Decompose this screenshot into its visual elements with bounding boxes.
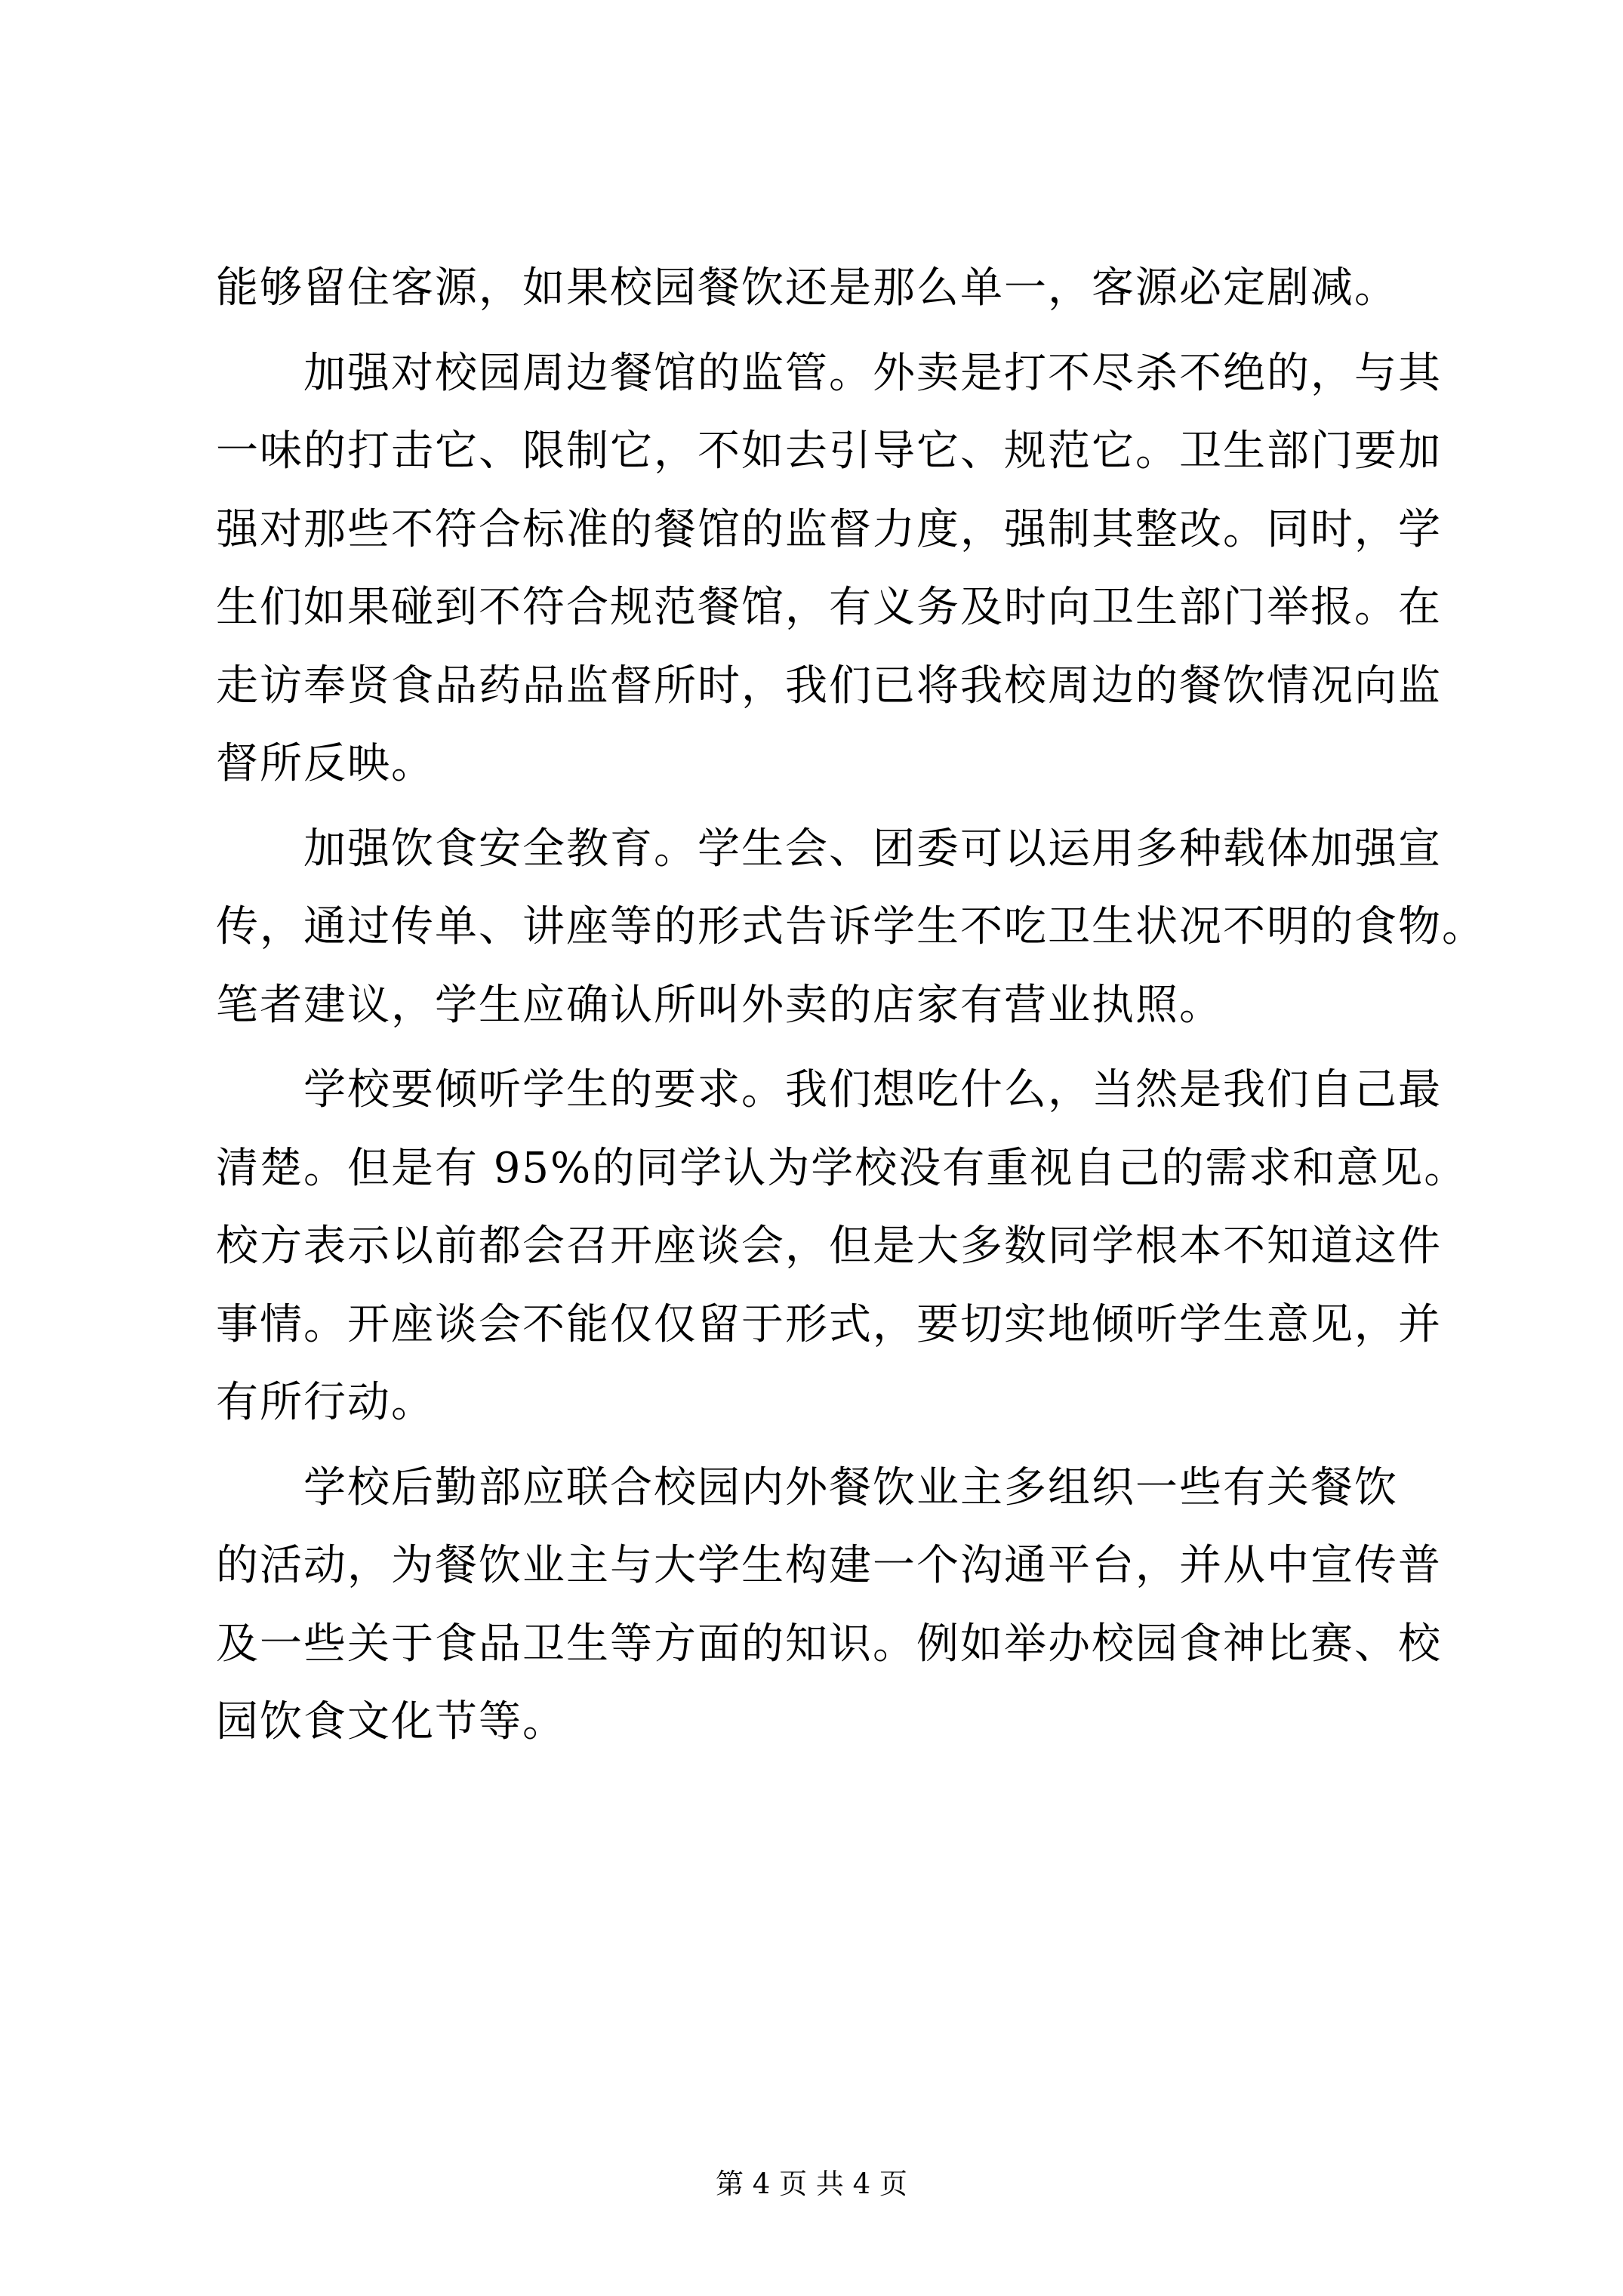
paragraph-4-line-3: 校方表示以前都会召开座谈会，但是大多数同学根本不知道这件	[216, 1222, 1442, 1271]
paragraph-5-line-1: 学校后勤部应联合校园内外餐饮业主多组织一些有关餐饮	[216, 1462, 1398, 1512]
paragraph-3-line-2: 传，通过传单、讲座等的形式告诉学生不吃卫生状况不明的食物。	[216, 902, 1486, 951]
paragraph-2-line-6: 督所反映。	[216, 739, 435, 788]
paragraph-2-line-5: 走访奉贤食品药品监督所时，我们已将我校周边的餐饮情况向监	[216, 661, 1442, 710]
paragraph-4-line-2: 清楚。但是有 95%的同学认为学校没有重视自己的需求和意见。	[216, 1143, 1468, 1193]
paragraph-3-line-3: 笔者建议，学生应确认所叫外卖的店家有营业执照。	[216, 980, 1223, 1030]
paragraph-2-line-4: 生们如果碰到不符合规范餐馆，有义务及时向卫生部门举报。在	[216, 583, 1442, 632]
paragraph-4-line-4: 事情。开座谈会不能仅仅留于形式，要切实地倾听学生意见，并	[216, 1299, 1442, 1349]
paragraph-5-line-2: 的活动，为餐饮业主与大学生构建一个沟通平台，并从中宣传普	[216, 1541, 1442, 1590]
paragraph-1-line-1: 能够留住客源，如果校园餐饮还是那么单一，客源必定剧减。	[216, 264, 1398, 313]
paragraph-4-line-5: 有所行动。	[216, 1378, 435, 1427]
paragraph-3-line-1: 加强饮食安全教育。学生会、团委可以运用多种载体加强宣	[216, 824, 1442, 874]
page-number-footer: 第 4 页 共 4 页	[716, 2168, 907, 2200]
paragraph-4-line-1: 学校要倾听学生的要求。我们想吃什么，当然是我们自己最	[216, 1065, 1442, 1114]
paragraph-5-line-3: 及一些关于食品卫生等方面的知识。例如举办校园食神比赛、校	[216, 1619, 1442, 1669]
paragraph-5-line-4: 园饮食文化节等。	[216, 1697, 566, 1746]
paragraph-2-line-2: 一味的打击它、限制它，不如去引导它、规范它。卫生部门要加	[216, 427, 1442, 476]
paragraph-2-line-1: 加强对校园周边餐馆的监管。外卖是打不尽杀不绝的，与其	[216, 348, 1442, 398]
paragraph-2-line-3: 强对那些不符合标准的餐馆的监督力度，强制其整改。同时，学	[216, 504, 1442, 554]
document-body	[216, 249, 1486, 1761]
